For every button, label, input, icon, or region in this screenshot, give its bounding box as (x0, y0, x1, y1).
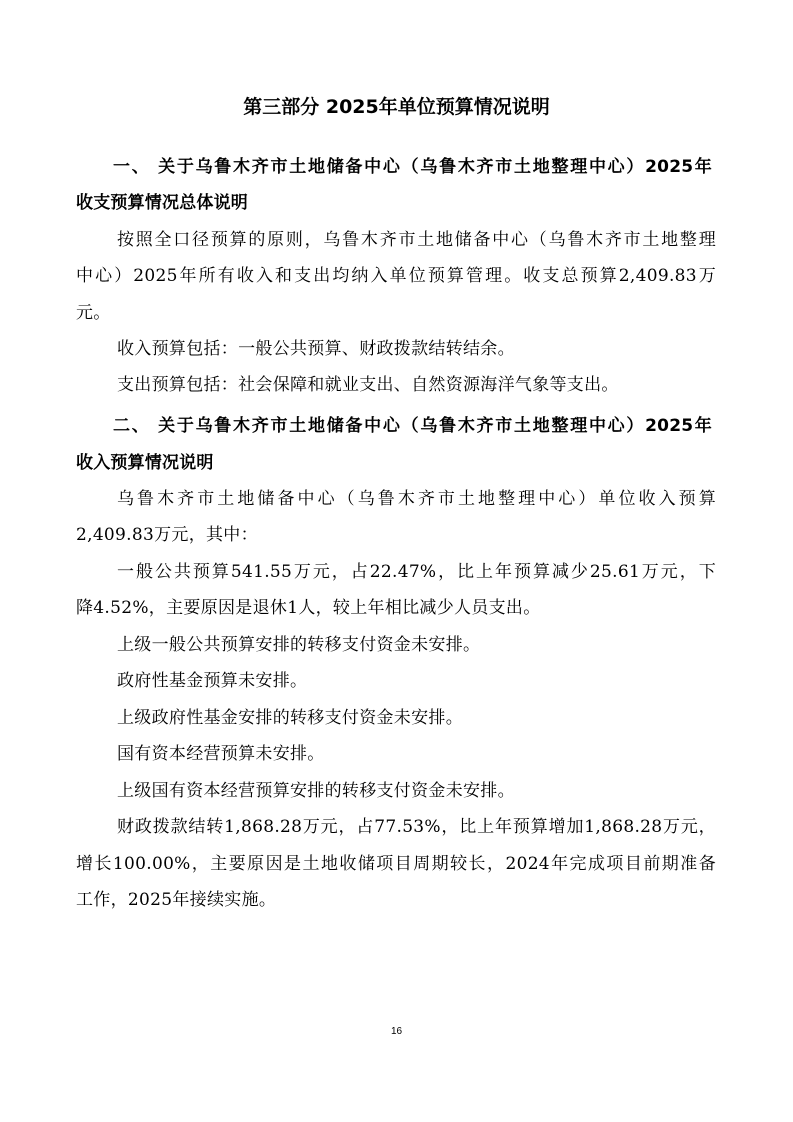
section1-paragraph: 按照全口径预算的原则，乌鲁木齐市土地储备中心（乌鲁木齐市土地整理 (117, 230, 716, 250)
section1-heading-cont: 收支预算情况总体说明 (76, 193, 248, 213)
section2-paragraph: 乌鲁木齐市土地储备中心（乌鲁木齐市土地整理中心）单位收入预算 (117, 489, 716, 509)
section2-paragraph: 政府性基金预算未安排。 (117, 671, 308, 691)
section1-paragraph: 支出预算包括：社会保障和就业支出、自然资源海洋气象等支出。 (117, 375, 619, 395)
section2-paragraph: 上级国有资本经营预算安排的转移支付资金未安排。 (117, 781, 515, 801)
section1-paragraph: 中心）2025年所有收入和支出均纳入单位预算管理。收支总预算2,409.83万 (76, 266, 716, 286)
section1-paragraph: 收入预算包括：一般公共预算、财政拨款结转结余。 (117, 339, 515, 359)
section2-paragraph: 上级一般公共预算安排的转移支付资金未安排。 (117, 635, 481, 655)
section2-paragraph: 上级政府性基金安排的转移支付资金未安排。 (117, 708, 463, 728)
section2-paragraph: 2,409.83万元，其中： (76, 525, 258, 545)
page-title: 第三部分 2025年单位预算情况说明 (243, 96, 550, 118)
section1-heading: 一、 关于乌鲁木齐市土地储备中心（乌鲁木齐市土地整理中心）2025年 (113, 157, 712, 177)
page-number: 16 (390, 1026, 403, 1037)
section2-paragraph: 国有资本经营预算未安排。 (117, 744, 325, 764)
section2-paragraph: 增长100.00%，主要原因是土地收储项目周期较长，2024年完成项目前期准备 (76, 854, 716, 874)
section2-paragraph: 一般公共预算541.55万元，占22.47%，比上年预算减少25.61万元，下 (117, 562, 716, 582)
section2-paragraph: 工作，2025年接续实施。 (76, 890, 277, 910)
section1-paragraph: 元。 (76, 303, 111, 323)
section2-heading: 二、 关于乌鲁木齐市土地储备中心（乌鲁木齐市土地整理中心）2025年 (113, 416, 712, 436)
section2-paragraph: 财政拨款结转1,868.28万元，占77.53%，比上年预算增加1,868.28万元， (117, 817, 716, 837)
section2-heading-cont: 收入预算情况说明 (76, 453, 214, 473)
section2-paragraph: 降4.52%，主要原因是退休1人，较上年相比减少人员支出。 (76, 598, 541, 618)
